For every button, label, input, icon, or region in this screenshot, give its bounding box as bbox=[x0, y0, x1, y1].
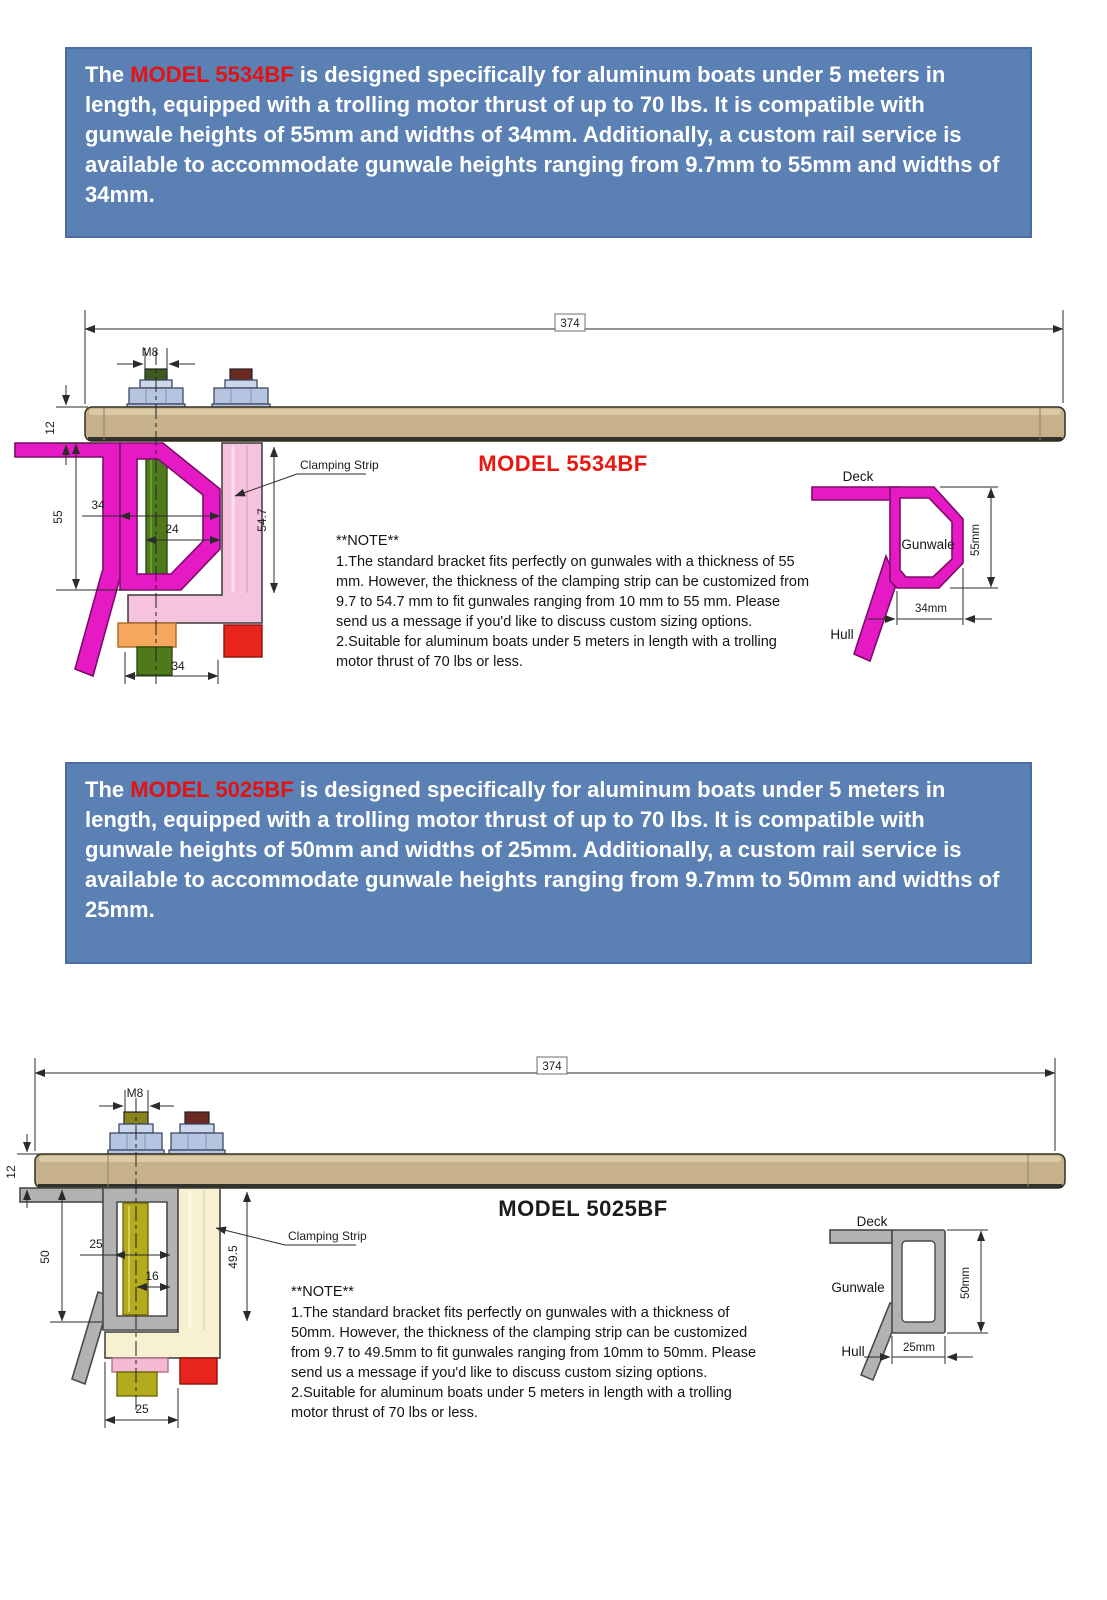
intro-body: is designed specifically for aluminum boats under 5 meters in length, equipped with a trolling motor thrust of up to 70 lbs. It is compatible with gunwale heights of 55mm and widths of 34mm. Additionally, a custom rail service is available to accommodate gunwale heights ranging from 9.7mm to 55mm and widths of 34mm. bbox=[85, 62, 1000, 207]
clamping-strip-callout bbox=[216, 1228, 367, 1245]
model-5534bf-drawing bbox=[0, 300, 1107, 710]
note-heading: **NOTE** bbox=[291, 1284, 354, 1300]
strip-end-block bbox=[224, 625, 262, 657]
bolt-end bbox=[137, 647, 172, 675]
clamping-strip-label: Clamping Strip bbox=[300, 458, 379, 472]
bolt-2-cap bbox=[185, 1112, 209, 1124]
model-5025bf-intro-panel bbox=[65, 762, 1032, 964]
model-5025bf-drawing bbox=[0, 1030, 1107, 1440]
dim-gunwale-height bbox=[38, 1190, 102, 1322]
dim-base-width-value: 34 bbox=[171, 659, 185, 673]
deck-label: Deck bbox=[856, 1214, 888, 1229]
model-5534bf-intro-panel bbox=[65, 47, 1032, 238]
mounting-plate bbox=[85, 407, 1065, 441]
gunwale-label: Gunwale bbox=[831, 1280, 885, 1295]
dim-overall-length-value: 374 bbox=[560, 318, 580, 330]
dim-base-width-value: 25 bbox=[135, 1402, 149, 1416]
bolt-size-label: M8 bbox=[141, 345, 159, 359]
dim-cross-height-value: 55mm bbox=[970, 524, 982, 556]
hull-label: Hull bbox=[841, 1344, 865, 1359]
gunwale-cross-section bbox=[812, 469, 998, 661]
dim-plate-thickness-value: 12 bbox=[4, 1165, 18, 1179]
dim-gunwale-width-value: 25 bbox=[89, 1237, 103, 1251]
cross-section-deck bbox=[812, 487, 898, 500]
dim-gunwale-height-value: 55 bbox=[51, 510, 65, 524]
model-5025bf-title: MODEL 5025BF bbox=[498, 1196, 668, 1221]
hex-bolt-2 bbox=[212, 369, 270, 408]
bolt-end bbox=[117, 1372, 157, 1396]
dim-cross-width-value: 25mm bbox=[903, 1342, 935, 1354]
clamp-nut bbox=[112, 1358, 168, 1372]
dim-cross-width-value: 34mm bbox=[915, 603, 947, 615]
dim-plate-thickness-value: 12 bbox=[43, 421, 57, 435]
strip-end-block bbox=[180, 1358, 217, 1384]
hex-bolt-2 bbox=[169, 1112, 225, 1154]
dim-cross-height bbox=[947, 1230, 988, 1333]
dim-clamp-range-value: 54.7 bbox=[255, 508, 269, 532]
bolt-size-label: M8 bbox=[126, 1086, 144, 1100]
clamping-strip bbox=[105, 1188, 220, 1358]
cross-section-deck bbox=[830, 1230, 892, 1243]
model-number-5025bf: MODEL 5025BF bbox=[130, 777, 294, 802]
dim-overall-length-value: 374 bbox=[542, 1061, 562, 1073]
gunwale-label: Gunwale bbox=[901, 537, 955, 552]
dim-gunwale-height-value: 50 bbox=[38, 1250, 52, 1264]
dim-bolt-clearance-value: 24 bbox=[165, 522, 179, 536]
gunwale-cross-section bbox=[830, 1214, 988, 1380]
intro-prefix: The bbox=[85, 62, 125, 87]
clamping-strip-label: Clamping Strip bbox=[288, 1229, 367, 1243]
note-item-1: 1.The standard bracket fits perfectly on gunwales with a thickness of 50mm. However, the thickness of the clamping strip can be customized from 9.7 to 49.5mm to fit gunwales ranging from 10mm to 50mm. Please send us a message if you'd like to discuss custom sizing options. bbox=[291, 1305, 757, 1381]
bracket-wall-and-hull-flange bbox=[15, 443, 120, 676]
intro-prefix: The bbox=[85, 777, 125, 802]
bolt-2-cap bbox=[230, 369, 252, 380]
model-5534bf-title: MODEL 5534BF bbox=[478, 451, 648, 476]
clamp-nut bbox=[118, 623, 176, 647]
note-heading: **NOTE** bbox=[336, 533, 399, 549]
mounting-plate bbox=[35, 1154, 1065, 1188]
dim-clamp-range bbox=[226, 1192, 247, 1321]
hull-label: Hull bbox=[830, 627, 854, 642]
note-item-2: 2.Suitable for aluminum boats under 5 meters in length with a trolling motor thrust of 70 lbs or less. bbox=[291, 1385, 732, 1421]
model-5025bf-note bbox=[291, 1282, 765, 1423]
note-item-2: 2.Suitable for aluminum boats under 5 meters in length with a trolling motor thrust of 70 lbs or less. bbox=[336, 634, 777, 670]
dim-clamp-range-value: 49.5 bbox=[226, 1245, 240, 1269]
dim-bolt-clearance-value: 16 bbox=[145, 1269, 159, 1283]
dim-gunwale-width-value: 34 bbox=[91, 498, 105, 512]
model-5534bf-note bbox=[336, 531, 810, 672]
note-item-1: 1.The standard bracket fits perfectly on gunwales with a thickness of 55 mm. However, the thickness of the clamping strip can be customized from 9.7 to 54.7 mm to fit gunwales ranging from 10 mm to 55 mm. Please send us a message if you'd like to discuss custom sizing options. bbox=[336, 554, 810, 630]
intro-body: is designed specifically for aluminum boats under 5 meters in length, equipped with a trolling motor thrust of up to 70 lbs. It is compatible with gunwale heights of 50mm and widths of 25mm. Additionally, a custom rail service is available to accommodate gunwale heights ranging from 9.7mm to 50mm and widths of 25mm. bbox=[85, 777, 1000, 922]
deck-label: Deck bbox=[842, 469, 874, 484]
model-number-5534bf: MODEL 5534BF bbox=[130, 62, 294, 87]
dim-cross-height-value: 50mm bbox=[960, 1267, 972, 1299]
